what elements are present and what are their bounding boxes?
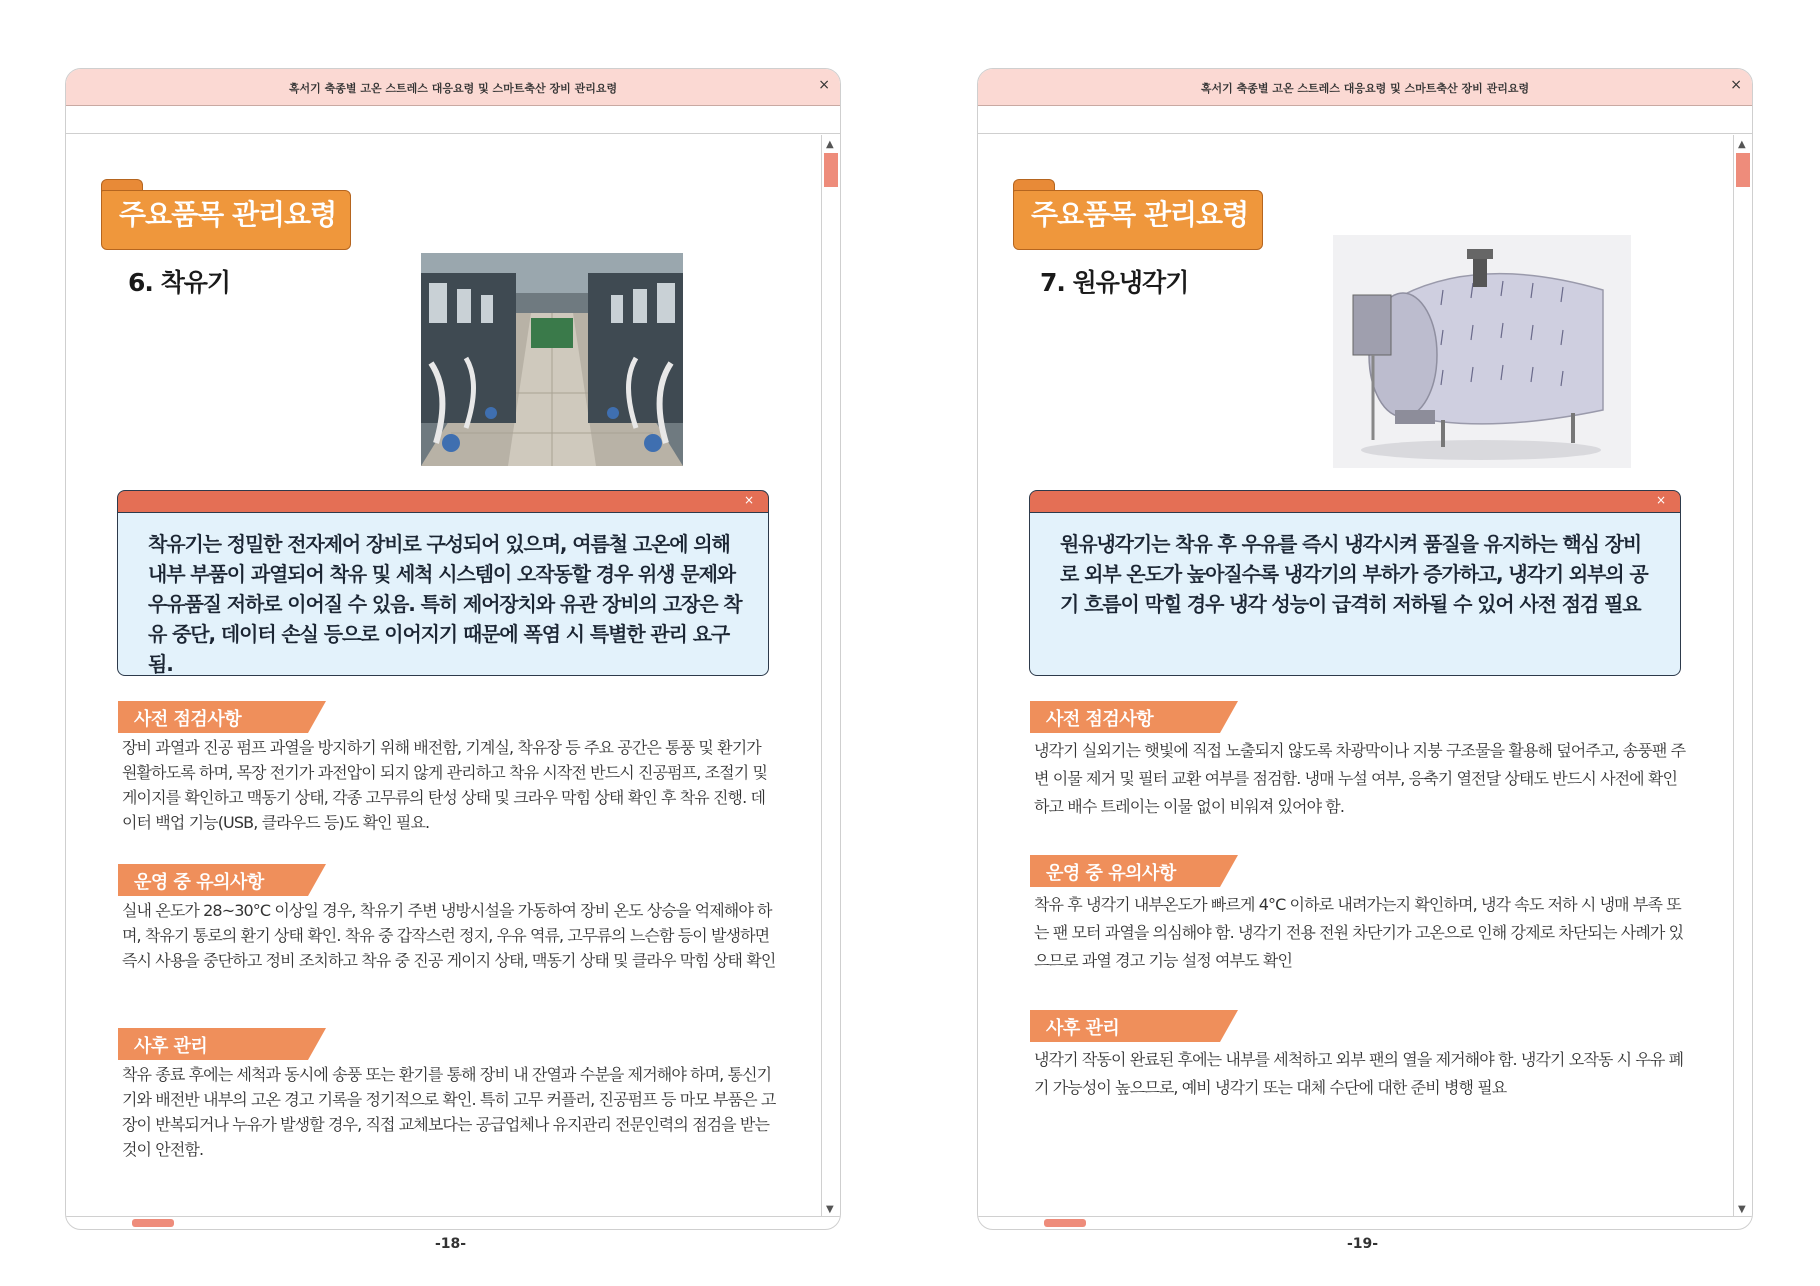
section-banner — [1013, 179, 1263, 239]
page-19 — [977, 68, 1753, 1230]
vertical-scrollbar[interactable] — [821, 135, 840, 1217]
note-text: 원유냉각기는 착유 후 우유를 즉시 냉각시켜 품질을 유지하는 핵심 장비로 외부 온도가 높아질수록 냉각기의 부하가 증가하고, 냉각기 외부의 공기 흐름이 막힐 경우 냉각 성능이 급격히 저하될 수 있어 사전 점검 필요 — [1060, 532, 1648, 616]
browser-window — [65, 68, 841, 1230]
window-title: 혹서기 축종별 고온 스트레스 대응요령 및 스마트축산 장비 관리요령 — [1200, 82, 1530, 95]
page-content — [66, 135, 822, 1217]
address-bar — [66, 107, 840, 134]
section-heading-label: 사전 점검사항 — [134, 709, 242, 730]
page-number-left: -18- — [435, 1236, 467, 1252]
section-heading-label: 사전 점검사항 — [1046, 709, 1154, 730]
scroll-thumb[interactable] — [1736, 153, 1750, 187]
section-heading-aftercare — [1030, 1010, 1238, 1040]
item-title: 7. 원유냉각기 — [1040, 268, 1189, 297]
scroll-up-icon[interactable]: ▲ — [826, 139, 834, 150]
note-titlebar — [117, 490, 769, 513]
section-heading-aftercare — [118, 1028, 326, 1058]
close-icon[interactable]: × — [1730, 77, 1742, 93]
scroll-down-icon[interactable]: ▼ — [826, 1204, 834, 1215]
horizontal-scroll-thumb[interactable] — [1044, 1219, 1086, 1227]
milking-parlor-illustration — [421, 253, 683, 466]
note-text: 착유기는 정밀한 전자제어 장비로 구성되어 있으며, 여름철 고온에 의해 내부 부품이 과열되어 착유 및 세척 시스템이 오작동할 경우 위생 문제와 우유품질 저하로 이어질 수 있음. 특히 제어장치와 유관 장비의 고장은 착유 중단, 데이터 손실 등으로 이어지기 때문에 폭염 시 특별한 관리 요구됨. — [148, 532, 742, 676]
section-banner-label: 주요품목 관리요령 — [119, 198, 337, 231]
summary-note-box — [117, 490, 769, 676]
scroll-thumb[interactable] — [824, 153, 838, 187]
window-titlebar — [978, 69, 1752, 106]
horizontal-scroll-thumb[interactable] — [132, 1219, 174, 1227]
section-heading-pre-check — [1030, 701, 1238, 731]
section-heading-label: 운영 중 유의사항 — [1046, 863, 1176, 884]
item-title: 6. 착유기 — [128, 268, 231, 297]
browser-window — [977, 68, 1753, 1230]
milking-parlor-photo — [421, 253, 683, 466]
milk-cooling-tank-photo — [1333, 235, 1631, 468]
vertical-scrollbar[interactable] — [1733, 135, 1752, 1217]
section-heading-label: 사후 관리 — [1046, 1018, 1120, 1039]
section-text-pre-check: 장비 과열과 진공 펌프 과열을 방지하기 위해 배전함, 기계실, 착유장 등 주요 공간은 통풍 및 환기가 원활하도록 하며, 목장 전기가 과전압이 되지 않게 관리하고 착유 시작전 반드시 진공펌프, 조절기 및 게이지를 확인하고 맥동기 상태, 각종 고무류의 탄성 상태 및 크라우 막힘 상태 확인 후 착유 진행. 데이터 백업 기능(USB, 클라우드 등)도 확인 필요. — [122, 738, 768, 832]
horizontal-scrollbar[interactable] — [66, 1216, 840, 1229]
note-titlebar — [1029, 490, 1681, 513]
section-heading-pre-check — [118, 701, 326, 731]
window-title: 혹서기 축종별 고온 스트레스 대응요령 및 스마트축산 장비 관리요령 — [288, 82, 618, 95]
section-banner — [101, 179, 351, 239]
note-close-icon[interactable]: × — [1655, 493, 1666, 507]
section-heading-label: 운영 중 유의사항 — [134, 872, 264, 893]
page-content — [978, 135, 1734, 1217]
page-18 — [65, 68, 841, 1230]
cooling-tank-illustration — [1333, 235, 1631, 468]
close-icon[interactable]: × — [818, 77, 830, 93]
summary-note-box — [1029, 490, 1681, 676]
page-number-right: -19- — [1347, 1236, 1379, 1252]
window-titlebar — [66, 69, 840, 106]
note-body — [1029, 512, 1681, 676]
section-heading-operation — [118, 864, 326, 894]
section-text-pre-check: 냉각기 실외기는 햇빛에 직접 노출되지 않도록 차광막이나 지붕 구조물을 활용해 덮어주고, 송풍팬 주변 이물 제거 및 필터 교환 여부를 점검함. 냉매 누설 여부, 응축기 열전달 상태도 반드시 사전에 확인하고 배수 트레이는 이물 없이 비워져 있어야 함. — [1034, 741, 1686, 816]
section-text-aftercare: 착유 종료 후에는 세척과 동시에 송풍 또는 환기를 통해 장비 내 잔열과 수분을 제거해야 하며, 통신기기와 배전반 내부의 고온 경고 기록을 정기적으로 확인. 특히 고무 커플러, 진공펌프 등 마모 부품은 고장이 반복되거나 누유가 발생할 경우, 직접 교체보다는 공급업체나 유지관리 전문인력의 점검을 받는 것이 안전함. — [122, 1065, 776, 1159]
address-bar — [978, 107, 1752, 134]
section-text-operation: 착유 후 냉각기 내부온도가 빠르게 4°C 이하로 내려가는지 확인하며, 냉각 속도 저하 시 냉매 부족 또는 팬 모터 과열을 의심해야 함. 냉각기 전용 전원 차단기가 고온으로 인해 강제로 차단되는 사례가 있으므로 과열 경고 기능 설정 여부도 확인 — [1034, 895, 1684, 970]
note-close-icon[interactable]: × — [743, 493, 754, 507]
section-text-operation: 실내 온도가 28~30°C 이상일 경우, 착유기 주변 냉방시설을 가동하여 장비 온도 상승을 억제해야 하며, 착유기 통로의 환기 상태 확인. 착유 중 갑작스런 정지, 우유 역류, 고무류의 느슨함 등이 발생하면 즉시 사용을 중단하고 정비 조치하고 착유 중 진공 게이지 상태, 맥동기 상태 및 클라우 막힘 상태 확인 — [122, 901, 776, 970]
scroll-up-icon[interactable]: ▲ — [1738, 139, 1746, 150]
section-text-aftercare: 냉각기 작동이 완료된 후에는 내부를 세척하고 외부 팬의 열을 제거해야 함. 냉각기 오작동 시 우유 폐기 가능성이 높으므로, 예비 냉각기 또는 대체 수단에 대한 준비 병행 필요 — [1034, 1050, 1684, 1097]
scroll-down-icon[interactable]: ▼ — [1738, 1204, 1746, 1215]
section-heading-label: 사후 관리 — [134, 1036, 208, 1057]
section-heading-operation — [1030, 855, 1238, 885]
horizontal-scrollbar[interactable] — [978, 1216, 1752, 1229]
note-body — [117, 512, 769, 676]
section-banner-label: 주요품목 관리요령 — [1031, 198, 1249, 231]
